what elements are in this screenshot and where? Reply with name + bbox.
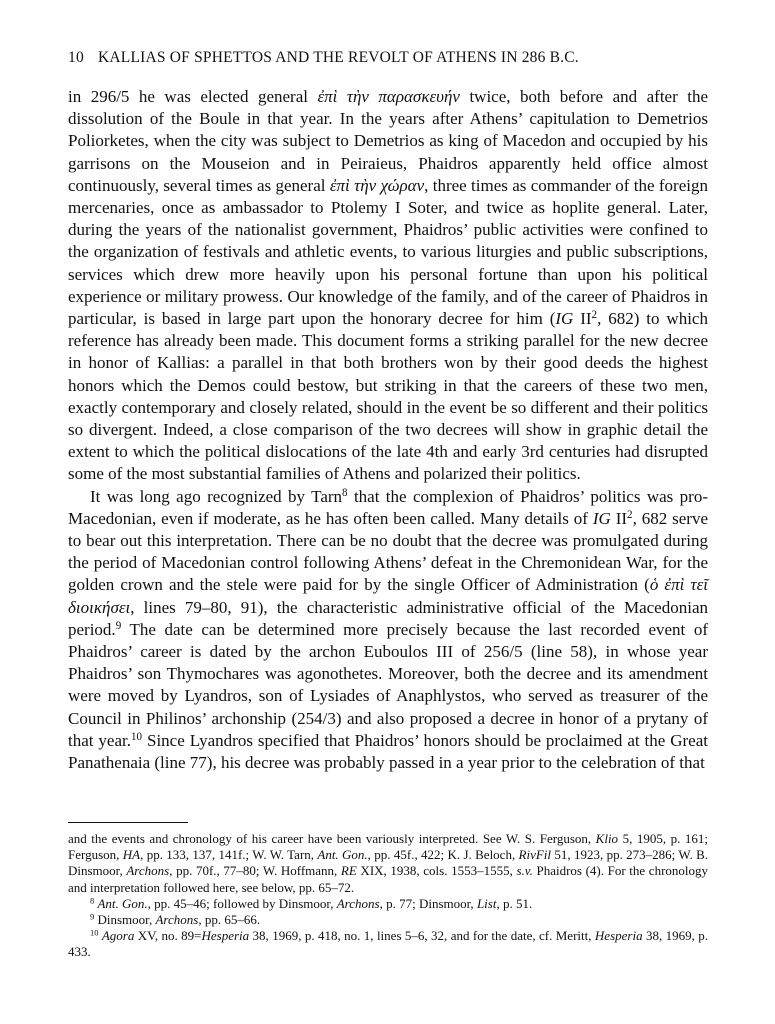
- paragraph-2: [68, 486, 708, 775]
- citation-volume: II: [573, 309, 592, 329]
- text: in 296/5 he was elected general: [68, 87, 318, 106]
- italic-ref: List: [476, 895, 497, 911]
- italic-ref: Archons: [336, 895, 380, 911]
- citation-ig: IG: [555, 309, 574, 329]
- footnote-9: [68, 912, 708, 928]
- text: The date can be determined more precisely because the last recorded event of Phaidros’ career is dated by the archon Euboulos III of 256/5 (line 58), in whose year Phaidros’ son Thymochares was agonothetes. Moreover, both the decree and its amendment were moved by Lyandros, son of Lysiades of Anaphlystos, who served as treasurer of the Council in Philinos’ archonship (254/3) and also proposed a decree in honor of a prytany of that year.: [68, 619, 708, 750]
- italic-ref: Hesperia: [201, 928, 250, 944]
- text: , pp. 133, 137, 141f.; W. W. Tarn,: [140, 847, 318, 863]
- italic-ref: Ant. Gon.: [97, 895, 148, 911]
- footnote-separator: [68, 822, 188, 823]
- footnote-ref[interactable]: 10: [131, 730, 143, 743]
- footnote-continuation: [68, 831, 708, 896]
- footnote-number: 8: [90, 895, 95, 906]
- text: , lines 79–80, 91), the characteristic administrative official of the Macedonian period.: [68, 597, 708, 639]
- text: 5, 1905, p. 161; Ferguson,: [68, 831, 708, 863]
- text: that the complexion of Phaidros’ politics was pro-Macedonian, even if moderate, as he has often been called. Many details of: [68, 486, 708, 528]
- text: Phaidros (4). For the chronology and interpretation followed here, see below, pp. 65–72.: [68, 863, 709, 895]
- text: It was long ago recognized by Tarn: [90, 486, 343, 506]
- citation-volume: II: [610, 508, 628, 528]
- italic-ref: Hesperia: [594, 928, 643, 944]
- text: 38, 1969, p. 418, no. 1, lines 5–6, 32, and for the date, cf. Meritt,: [249, 928, 595, 944]
- greek-phrase: ὁ ἐπὶ τεῖ διοικήσει: [68, 575, 708, 617]
- footnote-ref[interactable]: 9: [115, 619, 122, 632]
- text: and the events and chronology of his career have been variously interpreted. See W. S. Ferguson,: [68, 831, 596, 846]
- italic-ref: RivFil: [518, 847, 552, 863]
- footnote-number: 9: [90, 911, 95, 922]
- citation-ig: IG: [592, 508, 611, 528]
- text: , 682) to which reference has already been made. This document forms a striking parallel for the new decree in honor of Kallias: a parallel in that both brothers won by their good deeds the highest honors which the Demos could bestow, but striking in that the careers of these two men, exactly contemporary and closely related, should in the event be so different and their politics so divergent. Indeed, a close comparison of the two decrees will show in graphic detail the extent to which the political dislocations of the late 4th and early 3rd centuries had disrupted some of the most substantial families of Athens and polarized their politics.: [68, 309, 708, 484]
- italic-ref: Archons: [155, 912, 199, 928]
- italic-ref: Ant. Gon.: [317, 847, 368, 863]
- running-title: KALLIAS OF SPHETTOS AND THE REVOLT OF ATHENS IN 286 B.C.: [98, 49, 579, 66]
- greek-phrase: ἐπὶ τὴν χώραν: [329, 175, 425, 195]
- italic-ref: s.v.: [516, 863, 533, 879]
- text: Since Lyandros specified that Phaidros’ honors should be proclaimed at the Great Panathenaia (line 77), his decree was probably passed in a year prior to the celebration of that: [68, 730, 708, 773]
- footnote-8: [68, 896, 708, 912]
- main-text: [68, 86, 708, 774]
- italic-ref: RE: [340, 863, 357, 879]
- footnote-10: [68, 928, 708, 960]
- italic-ref: HA: [122, 847, 141, 863]
- superscript: 2: [591, 308, 598, 321]
- text: , pp. 65–66.: [198, 912, 261, 928]
- text: , three times as commander of the foreign mercenaries, once as ambassador to Ptolemy I Soter, and twice as hoplite general. Later, during the years of the nationalist government, Phaidros’ public activities were confined to the organization of festivals and athletic events, to various liturgies and public subscriptions, services which drew more heavily upon his personal fortune than upon his political experience or military prowess. Our knowledge of the family, and of the career of Phaidros in particular, is based in large part upon the honorary decree for him (: [68, 175, 708, 329]
- text: , pp. 70f., 77–80; W. Hoffmann,: [169, 863, 341, 879]
- text: , pp. 45–46; followed by Dinsmoor,: [147, 895, 337, 911]
- text: XV, no. 89=: [134, 928, 202, 944]
- paragraph-1: [68, 86, 708, 486]
- italic-ref: Agora: [101, 928, 135, 944]
- greek-phrase: ἐπὶ τὴν παρασκευήν: [317, 87, 460, 106]
- text: XIX, 1938, cols. 1553–1555,: [356, 863, 517, 879]
- text: 51, 1923, pp. 273–286; W. B. Dinsmoor,: [68, 847, 708, 879]
- italic-ref: Archons: [126, 863, 170, 879]
- text: , pp. 45f., 422; K. J. Beloch,: [367, 847, 519, 863]
- text: , p. 77; Dinsmoor,: [379, 895, 477, 911]
- page-number: 10: [68, 49, 84, 66]
- footnote-number: 10: [90, 927, 99, 938]
- footnotes: [68, 831, 708, 961]
- text: , p. 51.: [496, 895, 533, 911]
- italic-ref: Klio: [595, 831, 619, 846]
- text: 38, 1969, p. 433.: [68, 928, 709, 960]
- text: , 682 serve to bear out this interpretation. There can be no doubt that the decree was promulgated during the period of Macedonian control following Athens’ defeat in the Chremonidean War, for the golden crown and the stele were paid for by the single Officer of Administration (: [68, 508, 708, 595]
- footnote-ref[interactable]: 8: [342, 486, 348, 499]
- superscript: 2: [627, 508, 633, 521]
- text: twice, both before and after the dissolution of the Boule in that year. In the years after Athens’ capitulation to Demetrios Poliorketes, when the city was subject to Demetrios as king of Macedon and occupied by his garrisons on the Mouseion and in Peiraieus, Phaidros apparently held office almost continuously, several times as general: [68, 87, 708, 195]
- text: Dinsmoor,: [94, 912, 156, 928]
